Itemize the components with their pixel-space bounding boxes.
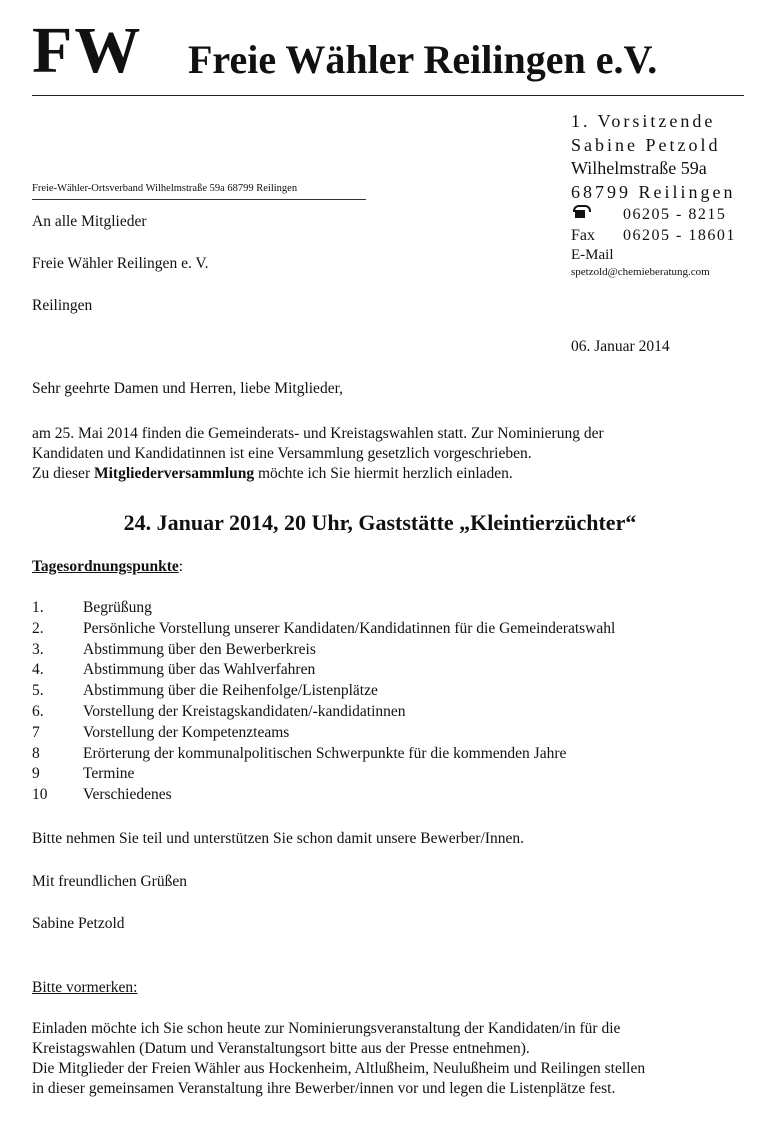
- agenda-item: 3. Abstimmung über den Bewerberkreis: [32, 640, 316, 658]
- agenda-item: 9 Termine: [32, 765, 135, 783]
- agenda-heading: Tagesordnungspunkte:: [32, 558, 184, 575]
- agenda-item: 7 Vorstellung der Kompetenzteams: [32, 723, 290, 741]
- agenda-item: 10 Verschiedenes: [32, 786, 172, 804]
- contact-city: 68799 Reilingen: [571, 181, 736, 202]
- note-line-2: Kreistagswahlen (Datum und Veranstaltungsort bitte aus der Presse entnehmen).: [32, 1040, 530, 1057]
- intro-emphasis: Mitgliederversammlung: [93, 465, 255, 482]
- recipient-line-1: An alle Mitglieder: [32, 213, 147, 230]
- closing-greeting: Mit freundlichen Grüßen: [32, 873, 187, 890]
- note-heading: Bitte vormerken:: [32, 979, 138, 996]
- header-divider: [32, 95, 744, 96]
- signature: Sabine Petzold: [32, 915, 125, 932]
- agenda-item: 8 Erörterung der kommunalpolitischen Schwerpunkte für die kommenden Jahre: [32, 744, 567, 762]
- note-line-4: in dieser gemeinsamen Veranstaltung ihre Bewerber/innen vor und legen die Listenplätze fest.: [32, 1080, 616, 1097]
- sender-line: Freie-Wähler-Ortsverband Wilhelmstraße 59a 68799 Reilingen: [32, 183, 298, 194]
- contact-phone-row: [571, 204, 736, 225]
- contact-phone: 06205 - 8215: [623, 206, 727, 223]
- agenda-item: 1. Begrüßung: [32, 599, 152, 616]
- recipient-line-3: Reilingen: [32, 297, 93, 314]
- fax-label: Fax: [571, 227, 595, 244]
- telephone-icon: [571, 204, 623, 225]
- contact-fax-row: [571, 225, 736, 246]
- agenda-item: 6. Vorstellung der Kreistagskandidaten/-kandidatinnen: [32, 702, 406, 720]
- letter-date: 06. Januar 2014: [571, 338, 670, 355]
- contact-street: Wilhelmstraße 59a: [571, 158, 707, 178]
- contact-name: Sabine Petzold: [571, 134, 721, 155]
- agenda-item: 2. Persönliche Vorstellung unserer Kandidaten/Kandidatinnen für die Gemeinderatswahl: [32, 619, 616, 637]
- sender-divider: [32, 199, 366, 200]
- agenda-list: [32, 598, 615, 806]
- intro-line-3: Zu dieser Mitgliederversammlung möchte ich Sie hiermit herzlich einladen.: [32, 465, 513, 482]
- organization-name: Freie Wähler Reilingen e.V.: [188, 37, 658, 82]
- email-label: E-Mail: [571, 247, 614, 263]
- agenda-item: 5. Abstimmung über die Reihenfolge/Listenplätze: [32, 682, 378, 700]
- intro-line-1: am 25. Mai 2014 finden die Gemeinderats- und Kreistagswahlen statt. Zur Nominierung der: [32, 425, 604, 442]
- salutation: Sehr geehrte Damen und Herren, liebe Mitglieder,: [32, 380, 343, 397]
- contact-fax: 06205 - 18601: [623, 227, 736, 244]
- agenda-item: 4. Abstimmung über das Wahlverfahren: [32, 661, 316, 679]
- contact-block: [571, 110, 736, 280]
- note-line-1: Einladen möchte ich Sie schon heute zur Nominierungsveranstaltung der Kandidaten/in für die: [32, 1020, 621, 1037]
- logo: FW: [32, 14, 143, 87]
- intro-line-2: Kandidaten und Kandidatinnen ist eine Versammlung gesetzlich vorgeschrieben.: [32, 445, 532, 462]
- note-line-3: Die Mitglieder der Freien Wähler aus Hockenheim, Altlußheim, Neulußheim und Reilingen stellen: [32, 1060, 646, 1077]
- contact-role: 1. Vorsitzende: [571, 111, 716, 131]
- closing-appeal: Bitte nehmen Sie teil und unterstützen Sie schon damit unsere Bewerber/Innen.: [32, 830, 524, 847]
- contact-email: spetzold@chemieberatung.com: [571, 266, 710, 278]
- event-heading: 24. Januar 2014, 20 Uhr, Gaststätte „Kleintierzüchter“: [123, 510, 637, 535]
- recipient-line-2: Freie Wähler Reilingen e. V.: [32, 255, 209, 272]
